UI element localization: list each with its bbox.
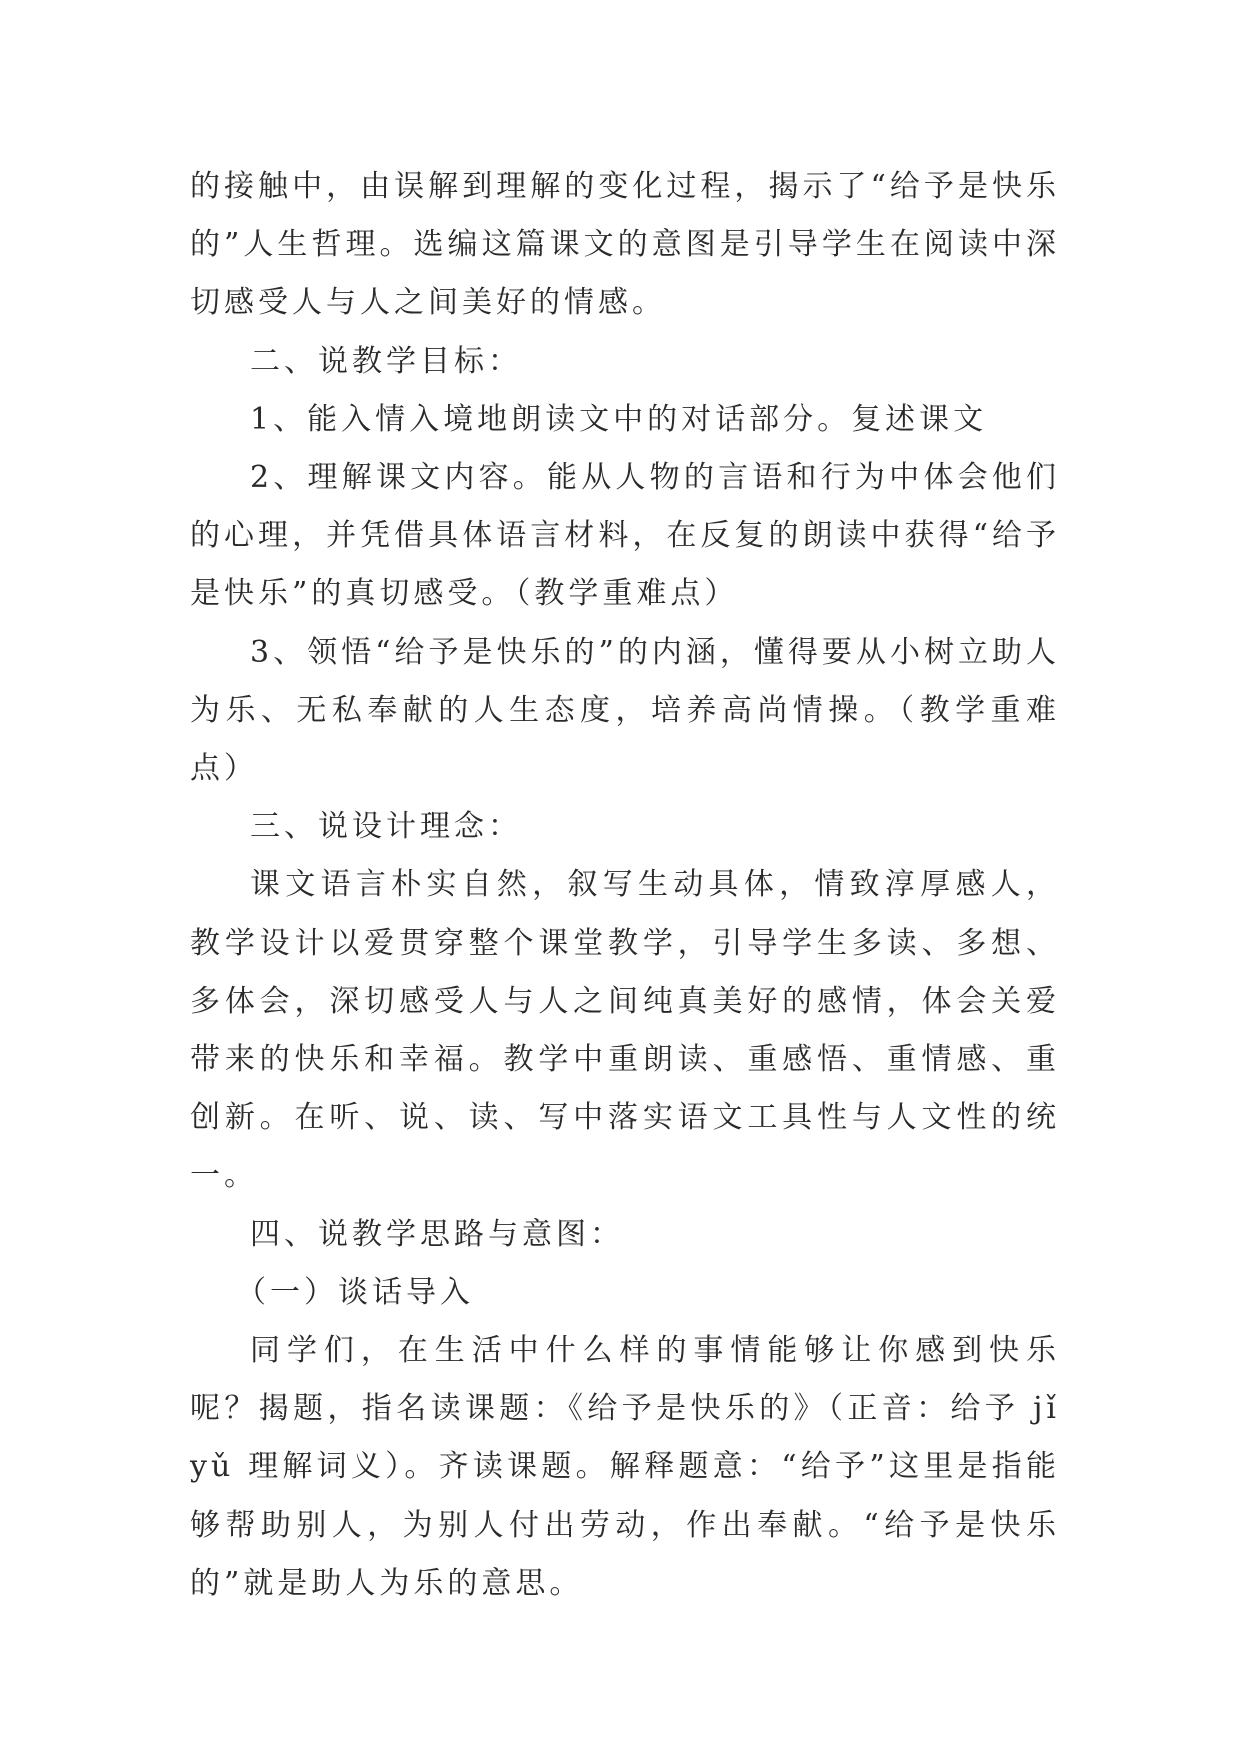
paragraph-design-concept: 课文语言朴实自然，叙写生动具体，情致淳厚感人，教学设计以爱贯穿整个课堂教学，引导学生多读、多想、多体会，深切感受人与人之间纯真美好的感情，体会关爱带来的快乐和幸福。教学中重朗读、重感悟、重情感、重创新。在听、说、读、写中落实语文工具性与人文性的统一。 — [190, 867, 1060, 1194]
paragraph-intro-continuation: 的接触中，由误解到理解的变化过程，揭示了“给予是快乐的”人生哲理。选编这篇课文的意图是引导学生在阅读中深切感受人与人之间美好的情感。 — [190, 169, 1060, 321]
heading-design-concept: 三、说设计理念： — [250, 809, 522, 845]
goal-item-3: 3、领悟“给予是快乐的”的内涵，懂得要从小树立助人为乐、无私奉献的人生态度，培养高尚情操。（教学重难点） — [190, 634, 1060, 787]
document-body — [190, 158, 1060, 1613]
goal-item-1: 1、能入情入境地朗读文中的对话部分。复述课文 — [250, 401, 988, 437]
heading-teaching-goals: 二、说教学目标： — [250, 343, 522, 379]
heading-teaching-approach: 四、说教学思路与意图： — [250, 1216, 624, 1252]
paragraph-conversation-intro: 同学们，在生活中什么样的事情能够让你感到快乐呢？揭题，指名读课题：《给予是快乐的》（正音：给予 jǐyǔ 理解词义）。齐读课题。解释题意：“给予”这里是指能够帮助别人，为别人付出劳动，作出奉献。“给予是快乐的”就是助人为乐的意思。 — [190, 1333, 1060, 1601]
subheading-conversation-intro: （一）谈话导入 — [236, 1274, 474, 1310]
goal-item-2: 2、理解课文内容。能从人物的言语和行为中体会他们的心理，并凭借具体语言材料，在反复的朗读中获得“给予是快乐”的真切感受。（教学重难点） — [190, 460, 1060, 612]
